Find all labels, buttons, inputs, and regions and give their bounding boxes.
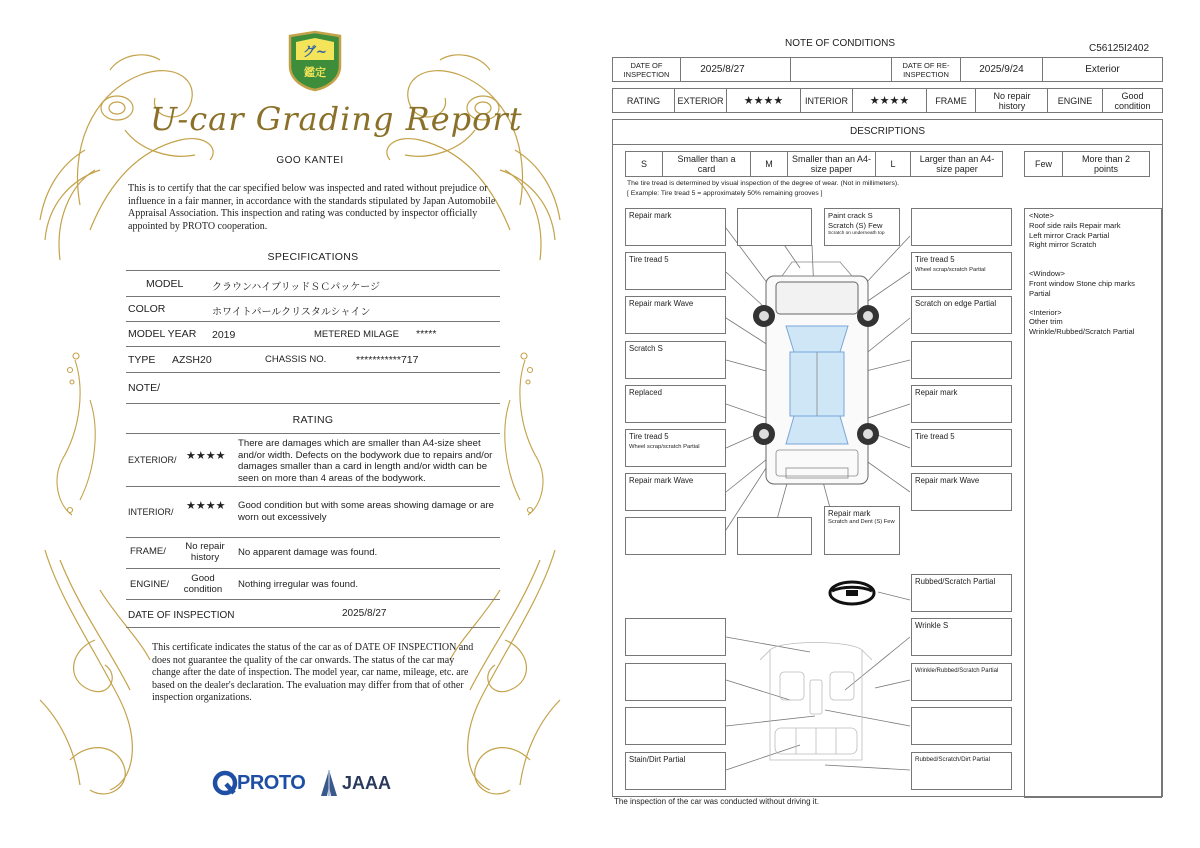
certificate-footer-text: This certificate indicates the status of the car as of DATE OF INSPECTION and does not guarantee the quality of the car onwards. The status of the car may change after the date of inspection. The model year, car name, mileage, etc. are based on the dealer's declaration. The evaluation may differ from that of other inspection organizations. [152, 642, 474, 703]
specifications-heading: SPECIFICATIONS [267, 251, 359, 263]
notes-panel [1024, 208, 1162, 798]
model-year-label: MODEL YEAR [128, 328, 197, 340]
metered-value: ***** [416, 328, 437, 340]
proto-logo-icon [212, 770, 238, 796]
steering-wheel-icon [830, 582, 874, 604]
damage-box-7: Scratch S [625, 341, 726, 379]
engine-value: Good condition [1114, 90, 1151, 111]
tire-tread-example: [ Example: Tire tread 5 = approximately 50% remaining grooves ] [627, 190, 823, 197]
engine-label: ENGINE/ [130, 579, 170, 590]
date-of-inspection-label: DATE OF INSPECTION [128, 610, 235, 621]
interior-heading: <Interior> [1029, 307, 1062, 317]
note-line: Wrinkle/Rubbed/Scratch Partial [1029, 327, 1135, 337]
svg-text:グ~: グ~ [303, 45, 327, 60]
damage-box-17: Wrinkle/Rubbed/Scratch Partial [911, 663, 1012, 701]
frame-label: FRAME/ [130, 546, 166, 557]
rating-header: RATING [626, 95, 661, 106]
window-heading: <Window> [1029, 269, 1065, 279]
engine-header: ENGINE [1057, 95, 1093, 106]
chassis-value: ***********717 [356, 354, 419, 366]
exterior-label: EXTERIOR/ [128, 455, 177, 465]
engine-value: Good condition [183, 573, 223, 595]
date-of-inspection: 2025/8/27 [700, 63, 745, 75]
damage-box-14: Repair mark Scratch and Dent (S) Few [824, 506, 900, 555]
damage-box-4: Tire tread 5 Wheel scrap/scratch Partial [911, 252, 1012, 290]
damage-box-empty-m1 [737, 208, 812, 246]
engine-description: Nothing irregular was found. [238, 579, 358, 590]
conditions-footer: The inspection of the car was conducted without driving it. [614, 797, 819, 806]
damage-box-empty-l1 [625, 517, 726, 555]
note-line: Front window Stone chip marks Partial [1029, 278, 1135, 298]
damage-box-2: Paint crack S Scratch (S) Few Scratch on underneath top [824, 208, 900, 246]
legend-m-text: Smaller than an A4-size paper [791, 154, 872, 174]
interior-description: Good condition but with some areas showing damage or are worn out excessively [238, 500, 494, 523]
note-heading: <Note> [1029, 211, 1054, 220]
exterior-stars: ★★★★ [186, 450, 226, 462]
note-line: Roof side rails Repair mark [1029, 220, 1121, 230]
interior-label: INTERIOR/ [128, 507, 174, 517]
damage-box-13: Repair mark Wave [911, 473, 1012, 511]
legend-s-text: Smaller than a card [677, 154, 736, 174]
descriptions-heading: DESCRIPTIONS [849, 126, 925, 137]
exterior-section-label: Exterior [1085, 63, 1120, 75]
damage-box-15: Rubbed/Scratch Partial [911, 574, 1012, 612]
frame-value: No repair history [185, 541, 225, 563]
note-line: Left mirror Crack Partial [1029, 230, 1110, 240]
interior-box-empty-l3 [625, 707, 726, 745]
legend-s: S [640, 159, 647, 169]
svg-text:鑑定: 鑑定 [304, 66, 326, 79]
legend-m: M [765, 159, 773, 169]
spec-row-color [126, 297, 500, 322]
damage-box-8: Replaced [625, 385, 726, 423]
damage-box-18: Stain/Dirt Partial [625, 752, 726, 790]
metered-label: METERED MILAGE [314, 329, 399, 340]
rating-row-date [126, 600, 500, 628]
conditions-title: NOTE OF CONDITIONS [785, 38, 895, 49]
frame-header: FRAME [935, 95, 967, 106]
damage-box-12: Repair mark Wave [625, 473, 726, 511]
legend-few: Few [1034, 159, 1052, 169]
rating-row-engine [126, 569, 500, 600]
note-line: Other trim [1029, 317, 1063, 327]
interior-box-empty-l2 [625, 663, 726, 701]
interior-stars: ★★★★ [186, 500, 226, 512]
color-label: COLOR [128, 303, 166, 315]
damage-box-9: Repair mark [911, 385, 1012, 423]
model-year-value: 2019 [212, 329, 236, 341]
damage-box-empty-r1 [911, 208, 1012, 246]
legend-few-text: More than 2 points [1081, 154, 1131, 174]
damage-box-empty-r2 [911, 341, 1012, 379]
spec-row-year [126, 322, 500, 347]
report-code: C56125I2402 [1089, 43, 1150, 54]
color-value: ホワイトパールクリスタルシャイン [212, 307, 371, 318]
spec-row-note [126, 373, 500, 404]
damage-box-10: Tire tread 5 Wheel scrap/scratch Partial [625, 429, 726, 467]
date-of-reinspection-header: DATE OF RE-INSPECTION [902, 60, 950, 79]
report-title: U-car Grading Report [150, 100, 523, 138]
damage-box-1: Repair mark [625, 208, 726, 246]
type-label: TYPE [128, 354, 156, 366]
interior-box-empty-l1 [625, 618, 726, 656]
spec-row-type [126, 347, 500, 373]
brand-name: GOO KANTEI [276, 155, 344, 166]
exterior-stars: ★★★★ [743, 94, 784, 107]
model-label: MODEL [146, 278, 184, 290]
jaaa-logo-text: JAAA [342, 773, 392, 793]
damage-box-empty-m2 [737, 517, 812, 555]
certification-text: This is to certify that the car specified below was inspected and rated without prejudice or influence in a fair manner, in accordance with the standards stipulated by Japan Automobile Appraisal Association. This inspection and rating was conducted by inspector officially appointed by PROTO cooperation. [128, 183, 496, 232]
damage-box-16: Wrinkle S [911, 618, 1012, 656]
chassis-label: CHASSIS NO. [265, 354, 327, 365]
goo-badge-icon [286, 30, 344, 92]
tire-tread-note: The tire tread is determined by visual inspection of the degree of wear. (Not in millimeters). [627, 180, 899, 187]
date-of-inspection-header: DATE OF INSPECTION [623, 60, 670, 79]
jaaa-logo-icon [318, 768, 340, 798]
interior-stars: ★★★★ [869, 94, 910, 107]
damage-box-5: Repair mark Wave [625, 296, 726, 334]
interior-header: INTERIOR [804, 95, 848, 106]
interior-box-empty-r1 [911, 707, 1012, 745]
exterior-header: EXTERIOR [677, 95, 724, 106]
damage-box-11: Tire tread 5 [911, 429, 1012, 467]
note-label: NOTE/ [128, 382, 161, 394]
date-of-reinspection: 2025/9/24 [979, 63, 1024, 75]
rating-heading: RATING [292, 414, 334, 426]
damage-box-19: Rubbed/Scratch/Dirt Partial [911, 752, 1012, 790]
note-line: Right mirror Scratch [1029, 240, 1097, 250]
damage-box-3: Tire tread 5 [625, 252, 726, 290]
rating-row-frame [126, 538, 500, 569]
model-value: クラウンハイブリッドＳＣパッケージ [212, 282, 380, 293]
damage-box-6: Scratch on edge Partial [911, 296, 1012, 334]
type-value: AZSH20 [172, 354, 212, 366]
exterior-description: There are damages which are smaller than A4-size sheet and/or width. Defects on the bodywork due to repairs and/or damages smaller than a card in length and/or width can be seen on more than 4 areas of the bodywork. [238, 438, 493, 484]
proto-logo-text: PROTO [237, 772, 306, 794]
legend-l: L [890, 159, 896, 169]
date-of-inspection-value: 2025/8/27 [342, 608, 387, 619]
legend-l-text: Larger than an A4-size paper [919, 154, 995, 174]
spec-row-model [126, 271, 500, 297]
frame-value: No repair history [993, 90, 1031, 111]
note-of-conditions [600, 0, 1200, 848]
frame-description: No apparent damage was found. [238, 547, 378, 558]
